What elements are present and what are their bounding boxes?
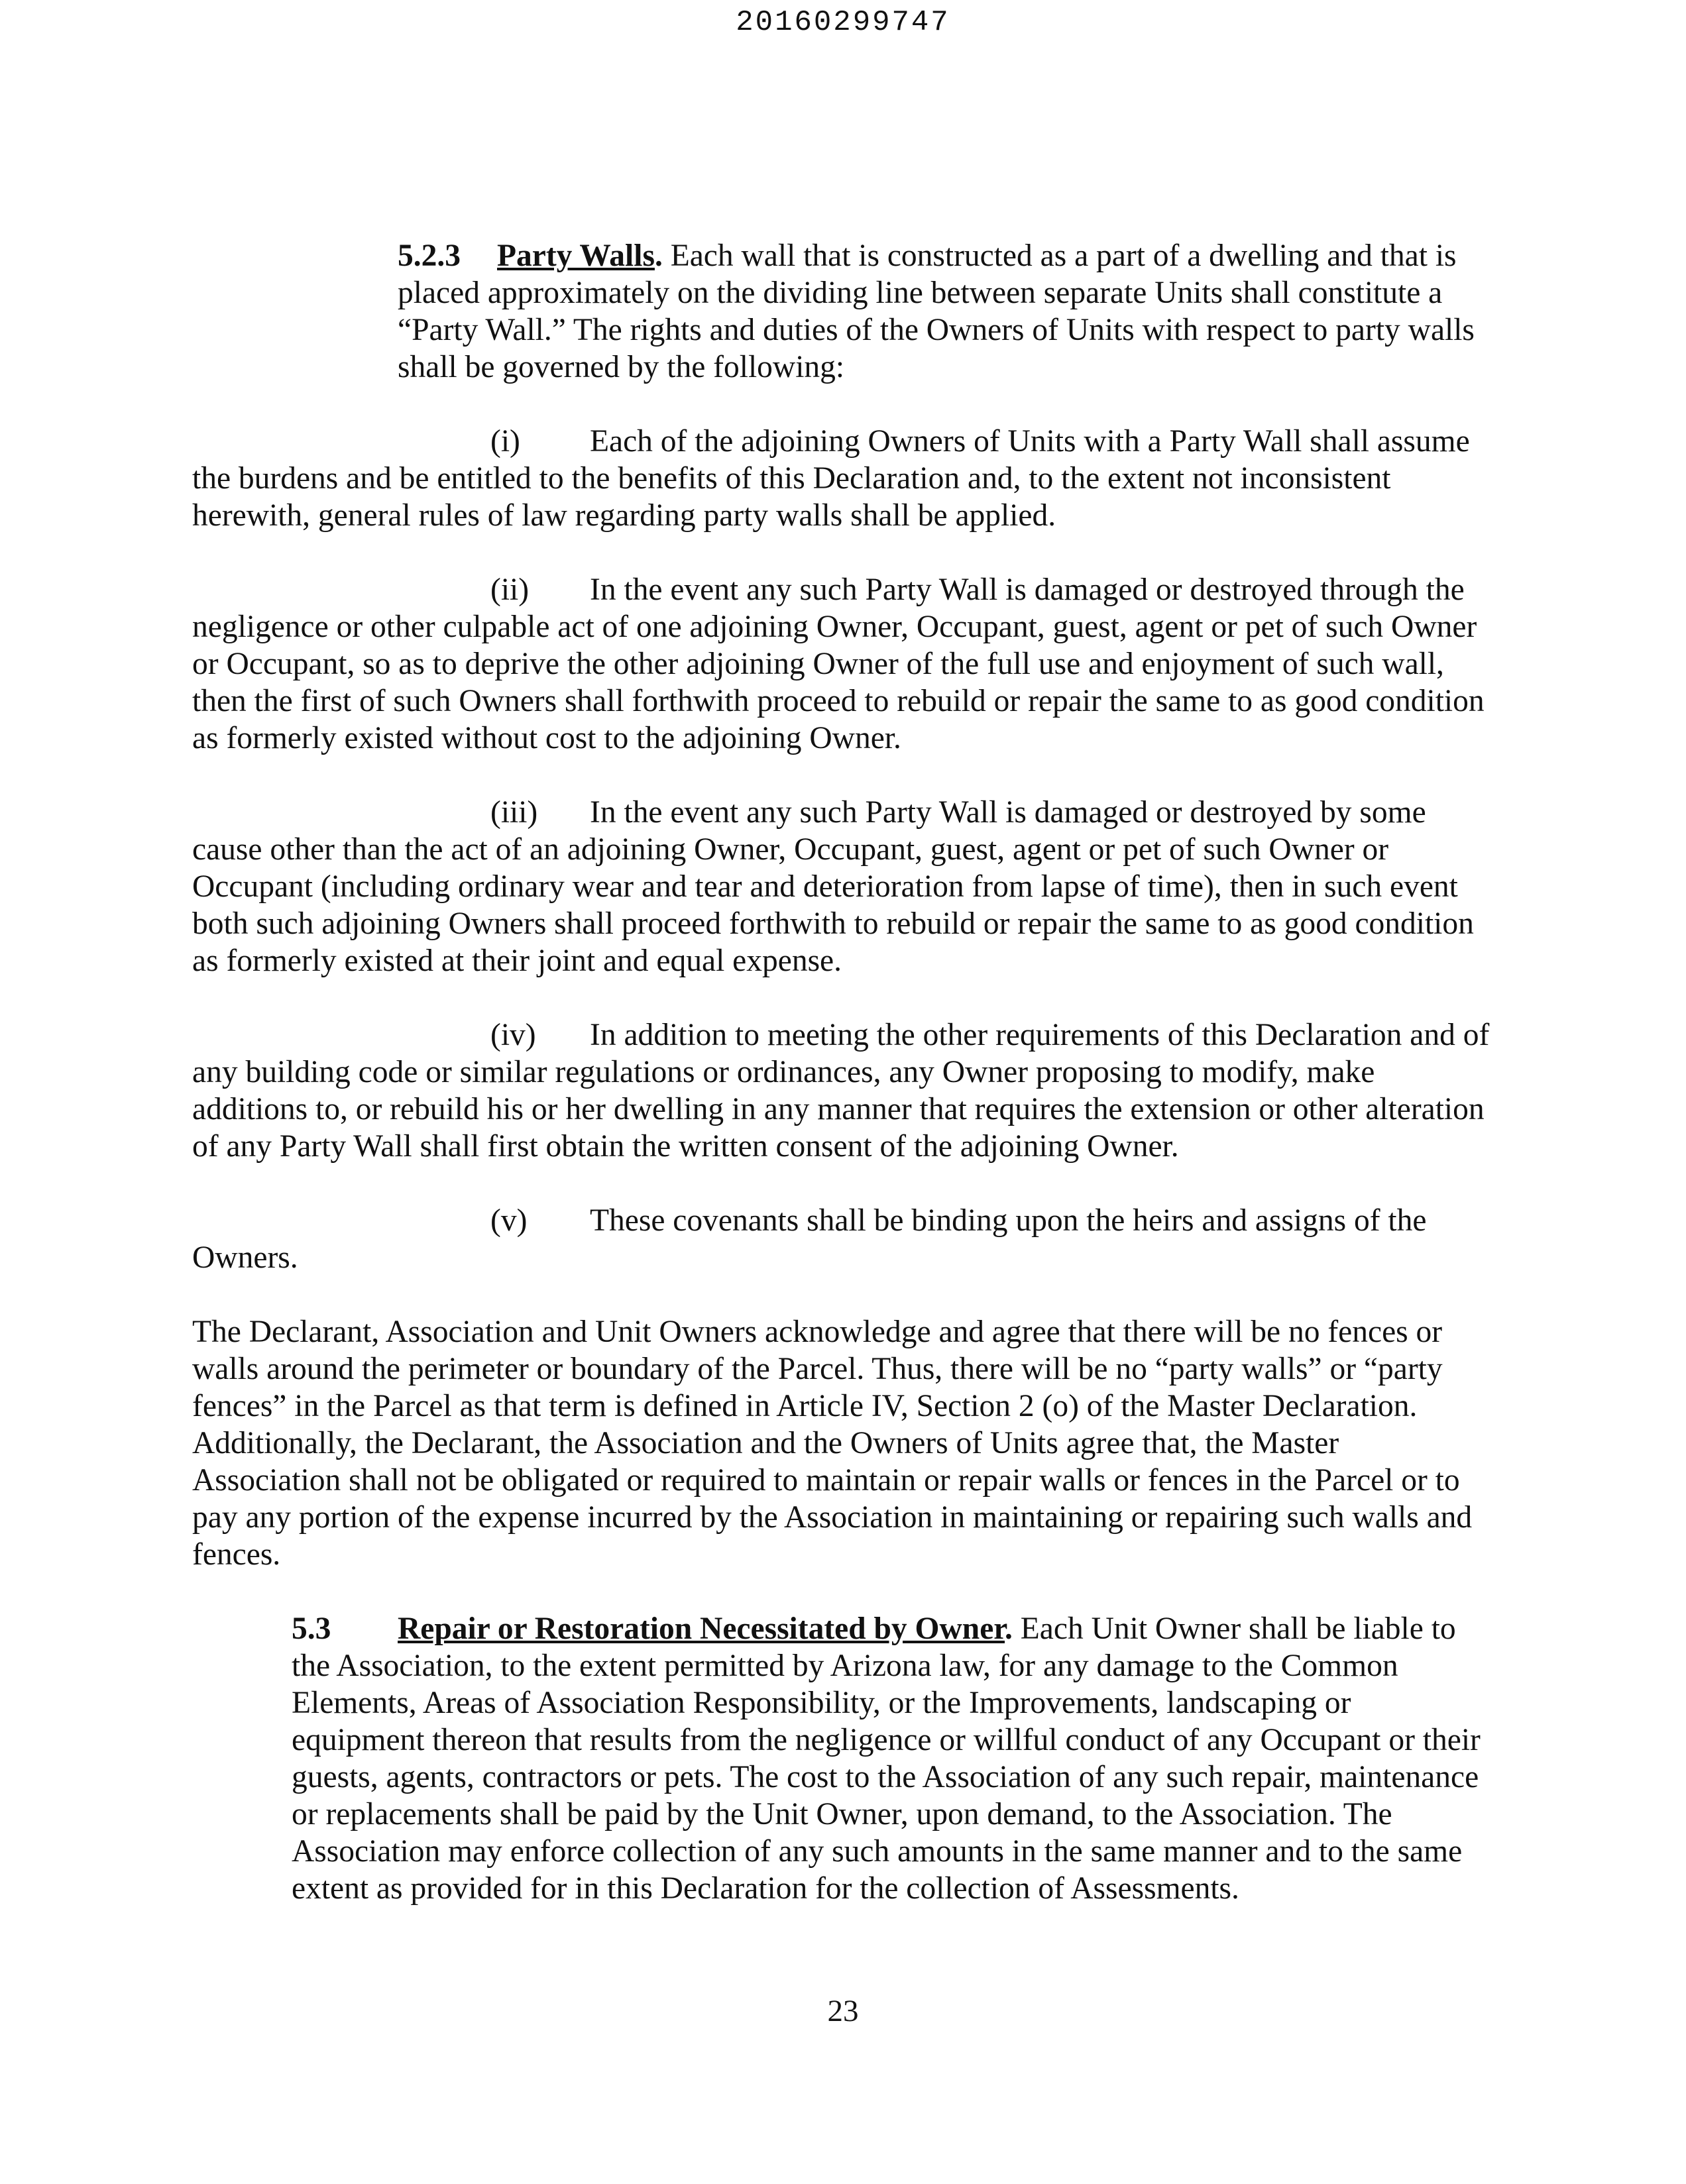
section-title-period: . bbox=[654, 239, 663, 273]
subsection-text: These covenants shall be binding upon the heirs and assigns of the bbox=[590, 1203, 1427, 1238]
subsection-iii bbox=[192, 794, 1491, 979]
section-text: Each Unit Owner shall be liable to the Association, to the extent permitted by Arizona law, for any damage to the Common Elements, Areas of Association Responsibility, or the Improvements, landscaping or equipment thereon that results from the negligence or willful conduct of any Occupant or their guests, agents, contractors or pets. The cost to the Association of any such repair, maintenance or replacements shall be paid by the Unit Owner, upon demand, to the Association. The Association may enforce collection of any such amounts in the same manner and to the same extent as provided for in this Declaration for the collection of Assessments. bbox=[292, 1611, 1481, 1906]
document-number: 20160299747 bbox=[736, 6, 950, 39]
subsection-text: In the event any such Party Wall is damaged or destroyed by some cause other than the act of an adjoining Owner, Occupant, guest, agent or pet of such Owner or Occupant (including ordinary wear and tear and deterioration from lapse of time), then in such event both such adjoining Owners shall proceed forthwith to rebuild or repair the same to as good condition as formerly existed at their joint and equal expense. bbox=[192, 795, 1474, 978]
document-body bbox=[192, 237, 1491, 1944]
subsection-label: (ii) bbox=[490, 573, 530, 607]
section-title: Repair or Restoration Necessitated by Owner bbox=[398, 1611, 1005, 1646]
subsection-ii bbox=[192, 571, 1491, 757]
subsection-label: (iv) bbox=[490, 1018, 536, 1052]
page-number: 23 bbox=[827, 1994, 859, 2028]
section-title-period: . bbox=[1005, 1611, 1013, 1646]
section-title: Party Walls bbox=[497, 239, 655, 273]
subsection-v-continuation: Owners. bbox=[192, 1240, 298, 1275]
subsection-iv bbox=[192, 1016, 1491, 1165]
subsection-text: In addition to meeting the other requirements of this Declaration and of any building code or similar regulations or ordinances, any Owner proposing to modify, make additions to, or rebuild his or her dwelling in any manner that requires the extension or other alteration of any Party Wall shall first obtain the written consent of the adjoining Owner. bbox=[192, 1018, 1490, 1164]
subsection-label: (v) bbox=[490, 1203, 528, 1238]
subsection-label: (i) bbox=[490, 424, 520, 459]
section-number: 5.3 bbox=[292, 1611, 331, 1646]
subsection-label: (iii) bbox=[490, 795, 538, 830]
section-5-2-3-paragraph bbox=[192, 237, 1491, 386]
subsection-text: Each of the adjoining Owners of Units with a Party Wall shall assume the burdens and be entitled to the benefits of this Declaration and, to the extent not inconsistent herewith, general rules of law regarding party walls shall be applied. bbox=[192, 424, 1470, 533]
subsection-v bbox=[192, 1202, 1491, 1239]
subsection-text: In the event any such Party Wall is damaged or destroyed through the negligence or other culpable act of one adjoining Owner, Occupant, guest, agent or pet of such Owner or Occupant, so as to deprive the other adjoining Owner of the full use and enjoyment of such wall, then the first of such Owners shall forthwith proceed to rebuild or repair the same to as good condition as formerly existed without cost to the adjoining Owner. bbox=[192, 573, 1485, 755]
fence-paragraph: The Declarant, Association and Unit Owners acknowledge and agree that there will be no fences or walls around the perimeter or boundary of the Parcel. Thus, there will be no “party walls” or “party fences” in the Parcel as that term is defined in Article IV, Section 2 (o) of the Master Declaration. Additionally, the Declarant, the Association and the Owners of Units agree that, the Master Association shall not be obligated or required to maintain or repair walls or fences in the Parcel or to pay any portion of the expense incurred by the Association in maintaining or repairing such walls and fences. bbox=[192, 1315, 1473, 1572]
subsection-i bbox=[192, 423, 1491, 534]
section-text: Each wall that is constructed as a part of a dwelling and that is placed approximately on the dividing line between separate Units shall constitute a “Party Wall.” The rights and duties of the Owners of Units with respect to party walls shall be governed by the following: bbox=[398, 239, 1475, 384]
section-number: 5.2.3 bbox=[398, 239, 461, 273]
section-5-3-paragraph bbox=[192, 1610, 1491, 1907]
